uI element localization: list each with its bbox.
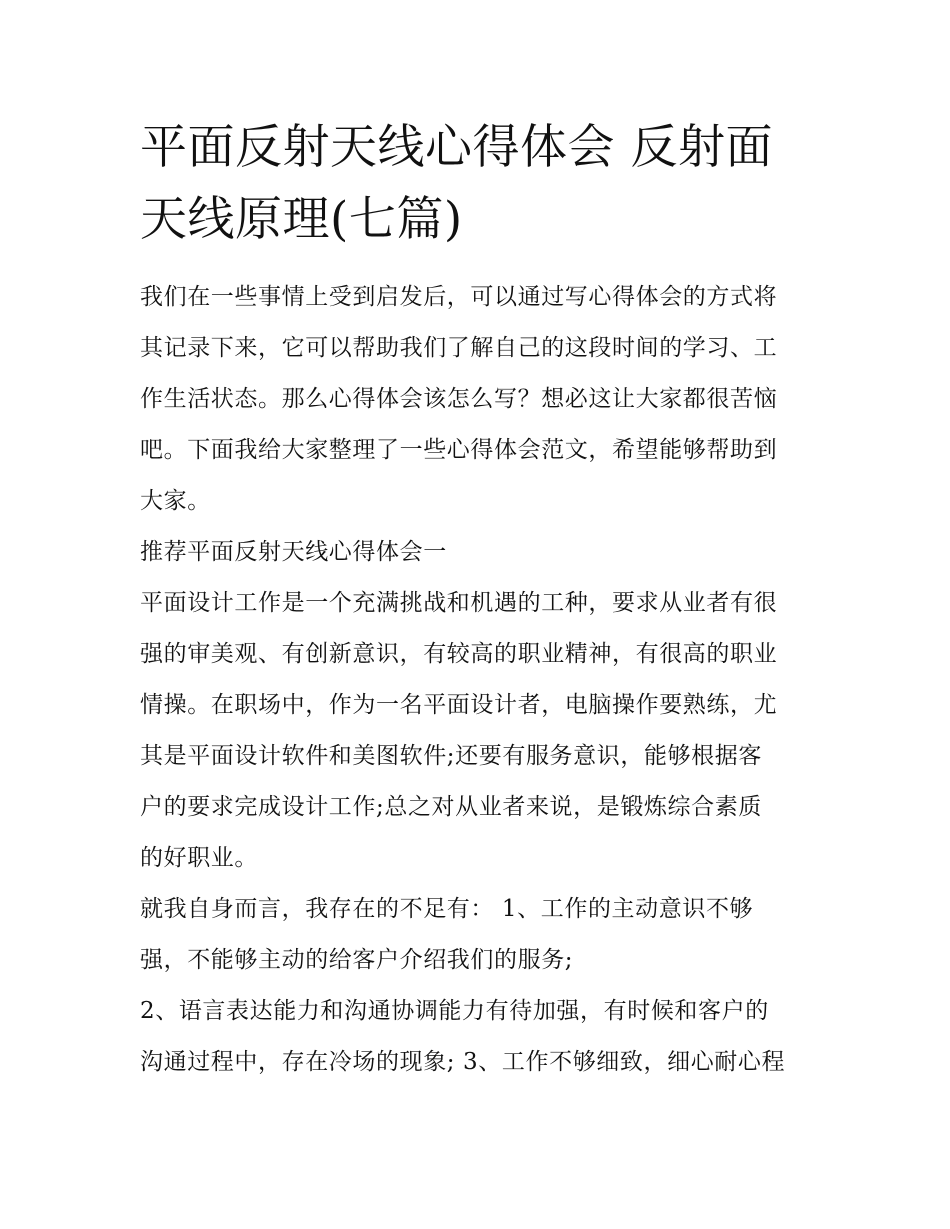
section-heading: 推荐平面反射天线心得体会一 (140, 539, 447, 565)
document-body (140, 272, 820, 1088)
document-title: 平面反射天线心得体会 反射面 天线原理(七篇) (140, 120, 773, 247)
intro-paragraph: 我们在一些事情上受到启发后，可以通过写心得体会的方式将 其记录下来，它可以帮助我们了解自己的这段时间的学习、工 作生活状态。那么心得体会该怎么写？想必这让大家都很苦恼 吧。下面我给大家整理了一些心得体会范文，希望能够帮助到 大家。 (140, 284, 778, 514)
body-paragraph: 2、语言表达能力和沟通协调能力有待加强，有时候和客户的 沟通过程中，存在冷场的现象; 3、工作不够细致，细心耐心程 (140, 998, 786, 1075)
document-page (140, 112, 820, 1088)
body-paragraph: 就我自身而言，我存在的不足有： 1、工作的主动意识不够 强，不能够主动的给客户介绍我们的服务; (140, 896, 754, 973)
body-paragraph: 平面设计工作是一个充满挑战和机遇的工种，要求从业者有很 强的审美观、有创新意识，有较高的职业精神，有很高的职业 情操。在职场中，作为一名平面设计者，电脑操作要熟练，尤 其是平面设计软件和美图软件;还要有服务意识，能够根据客 户的要求完成设计工作;总之对从业者来说，是锻炼综合素质 的好职业。 (140, 590, 778, 871)
